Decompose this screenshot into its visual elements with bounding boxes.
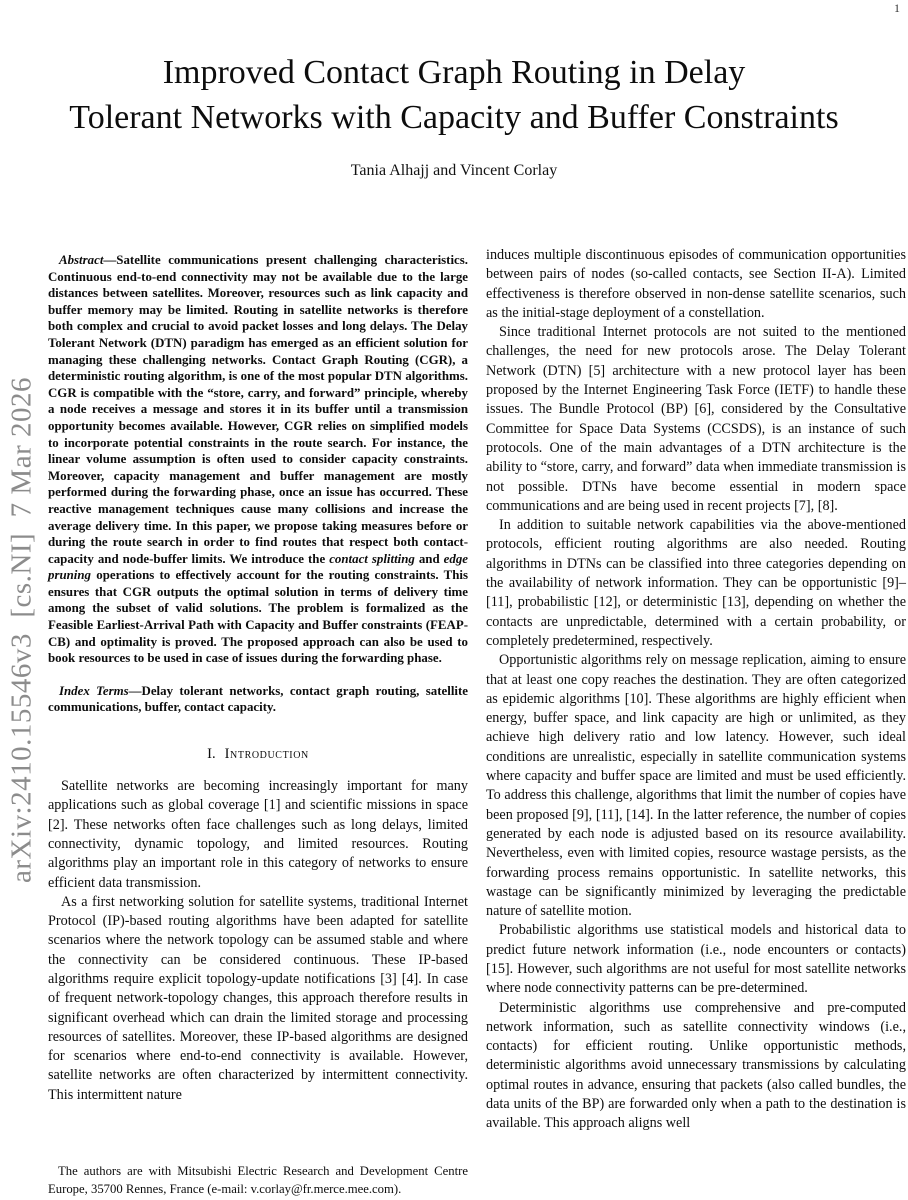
- intro-paragraph-6: Probabilistic algorithms use statistical models and historical data to predict future network information (i.e., node encounters or contacts) [15]. However, such algorithms are not useful for most satellite networks where node connectivity patterns can be pre-determined.: [486, 922, 906, 997]
- abstract-text-3: operations to effectively account for the routing constraints. This ensures that CGR outputs the optimal solution in terms of delivery time among the subset of valid solutions. The problem is formalized as the Feasible Earliest-Arrival Path with Capacity and Buffer constraints (FEAP-CB) and optimality is proved. The proposed approach can also be used to book resources to be used in case of issues during the forwarding phase.: [48, 568, 468, 666]
- abstract-paragraph: [48, 252, 468, 667]
- page-number: 1: [894, 1, 900, 15]
- title-block: [0, 50, 908, 180]
- intro-paragraph-4: In addition to suitable network capabilities via the above-mentioned protocols, efficient routing algorithms are also needed. Routing algorithms in DTNs can be classified into three categories depending on the availability of network information. They can be opportunistic [9]–[11], probabilistic [12], or deterministic [13], depending on whether the contacts are unpredictable, determined with a certain probability, or completely predetermined, respectively.: [486, 517, 906, 649]
- abstract-label: Abstract: [59, 253, 104, 267]
- intro-paragraph-2: As a first networking solution for satellite systems, traditional Internet Protocol (IP)-based routing algorithms have been adapted for satellite scenarios where the network topology can be assumed stable and where the connectivity can be considered continuous. These IP-based algorithms require explicit topology-update notifications [3] [4]. In case of frequent network-topology changes, this approach therefore results in significant overhead which can drain the limited storage and processing resources of satellites. Moreover, these IP-based algorithms are designed for scenarios where end-to-end connectivity is available. However, satellite networks are often characterized by intermittent connectivity. This intermittent nature: [48, 893, 468, 1103]
- intro-paragraph-1: Satellite networks are becoming increasingly important for many applications such as global coverage [1] and scientific missions in space [2]. These networks often face challenges such as long delays, limited connectivity, dynamic topology, and limited resources. Routing algorithms play an important role in this category of networks to ensure efficient data transmission.: [48, 778, 468, 891]
- intro-paragraph-5: Opportunistic algorithms rely on message replication, aiming to ensure that at least one copy reaches the destination. They are often categorized as epidemic algorithms [10]. These algorithms are highly efficient when energy, buffer space, and link capacity are high or unlimited, as they achieve high delivery ratio and low latency. However, such ideal conditions are unrealistic, especially in satellite communication systems where capacity and buffer space are limited and must be used efficiently. To address this challenge, algorithms that limit the number of copies have been proposed [9], [11], [14]. In the latter reference, the number of copies generated by each node is adjusted based on its resource availability. Nevertheless, even with limited copies, resource wastage persists, as the forwarding process remains opportunistic. In satellite networks, this wastage can be significantly minimized by leveraging the predictable nature of satellite motion.: [486, 652, 906, 920]
- intro-paragraph-2-continued: induces multiple discontinuous episodes of communication opportunities between pairs of nodes (so-called contacts, see Section II-A). Limited effectiveness is therefore observed in non-dense satellite scenarios, such as the initial-stage deployment of a constellation.: [486, 247, 906, 321]
- index-terms-label: Index Terms: [59, 683, 129, 698]
- author-affiliation-footnote: The authors are with Mitsubishi Electric Research and Development Centre Europe, 35700 Rennes, France (e-mail: v.corlay@fr.merce.mee.com).: [48, 1164, 468, 1196]
- two-column-body: [48, 244, 906, 1200]
- section-number: I.: [207, 746, 216, 763]
- section-title: Introduction: [224, 746, 309, 763]
- abstract-text-1: —Satellite communications present challenging characteristics. Continuous end-to-end connectivity may not be available due to the large distances between satellites. Moreover, resources such as link capacity and buffer memory may be limited. Routing in satellite networks is therefore both complex and crucial to avoid packet losses and long delays. The Delay Tolerant Network (DTN) paradigm has emerged as an efficient solution for managing these challenging networks. Contact Graph Routing (CGR), a deterministic routing algorithm, is one of the most popular DTN algorithms. CGR is compatible with the “store, carry, and forward” principle, whereby a node receives a message and stores it in its buffer until a transmission opportunity becomes available. However, CGR relies on simplified models to incorporate potential constraints in the route search. For instance, the linear volume assumption is often used to consider capacity constraints. Moreover, capacity management and buffer management are mostly performed during the forwarding phase, once an issue has occurred. These reactive management techniques cause many collisions and increase the average delivery time. In this paper, we propose taking measures before or during the route search in order to find routes that respect both contact-capacity and node-buffer limits. We introduce the: [48, 253, 468, 566]
- authors: Tania Alhajj and Vincent Corlay: [350, 162, 558, 179]
- section-heading-introduction: [48, 746, 468, 763]
- index-terms-text: —Delay tolerant networks, contact graph routing, satellite communications, buffer, contact capacity.: [48, 683, 468, 715]
- paper-title-line2: Tolerant Networks with Capacity and Buffer Constraints: [69, 99, 839, 136]
- paper-title-line1: Improved Contact Graph Routing in Delay: [162, 54, 746, 91]
- arxiv-watermark: arXiv:2410.15546v3 [cs.NI] 7 Mar 2026: [5, 377, 38, 883]
- intro-paragraph-7: Deterministic algorithms use comprehensive and pre-computed network information, such as satellite connectivity windows (i.e., contacts) for efficient routing. Unlike opportunistic methods, deterministic algorithms avoid unnecessary transmissions by calculating optimal routes in advance, ensuring that packets (also called bundles, the data units of the BP) are forwarded only when a path to the destination is available. This approach aligns well: [486, 999, 906, 1132]
- abstract-text-2: and: [414, 551, 444, 566]
- right-column: [486, 244, 906, 1200]
- paper-title: [0, 50, 908, 140]
- intro-paragraph-3: Since traditional Internet protocols are not suited to the mentioned challenges, the need for new protocols arose. The Delay Tolerant Network (DTN) [5] architecture with a new protocol layer has been proposed by the Internet Engineering Task Force (IETF) to handle these issues. The Bundle Protocol (BP) [6], considered by the Consultative Committee for Space Data Systems (CCSDS), is an instance of such protocols. One of the main advantages of a DTN architecture is the ability to “store, carry, and forward” data when immediate transmission is not possible. DTNs have become essential in modern space communications and are being used in recent projects [7], [8].: [486, 324, 906, 514]
- abstract-italic-contact-splitting: contact splitting: [329, 551, 415, 566]
- left-column: [48, 244, 468, 1200]
- index-terms-paragraph: [48, 683, 468, 716]
- abstract-italic-edge-pruning: edge pruning: [48, 551, 468, 583]
